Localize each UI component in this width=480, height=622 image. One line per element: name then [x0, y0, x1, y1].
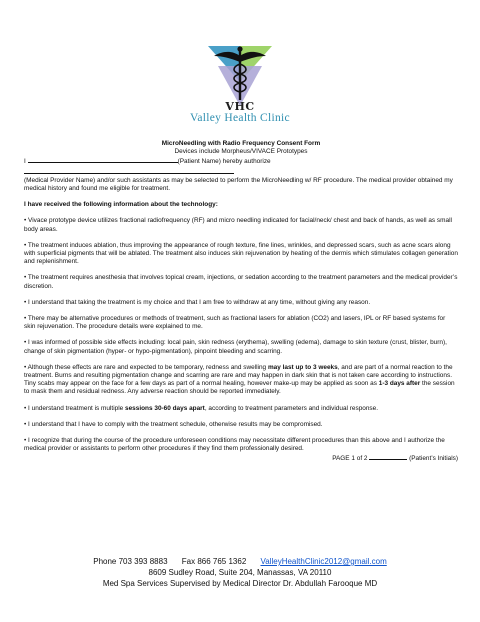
page-number: PAGE 1 of 2 — [332, 455, 368, 463]
patient-name-field[interactable] — [28, 156, 178, 163]
bullet-recovery-text-b: , and are part of a normal reaction to the treatment. Burns and resulting pigmentation change and scarring are rare and may happen in dark skin that is not taken care according to instructions. Tiny scabs may appear on the face for a few days as part of a normal healing, however make-up may be applied as soon as — [24, 363, 453, 388]
bullet-sessions-text-a: • I understand treatment is multiple — [24, 404, 126, 412]
bullet-sessions-text-b: , according to treatment parameters and individual response. — [204, 404, 379, 412]
bullet-ablation: • The treatment induces ablation, thus improving the appearance of rough texture, fine lines, wrinkles, and depressed scars, such as acne scars along with superficial pigments that will be ablated. The treatment also induces skin rejuvenation by heating of the dermis which stimulates collagen generation and replenishment. — [24, 241, 458, 266]
caduceus-triangle-logo-icon — [206, 42, 274, 108]
bullet-alternatives: • There may be alternative procedures or methods of treatment, such as fractional lasers for ablation (CO2) and lasers, IPL or RF based systems for skin rejuvenation. The procedure details were explained to me. — [24, 315, 446, 331]
bullet-recovery-text-c: the session to mask them and residual redness. Any adverse reaction should be reported immediately. — [24, 380, 455, 396]
clinic-name: Valley Health Clinic — [190, 112, 290, 124]
bullet-withdraw: • I understand that taking the treatment is my choice and that I am free to withdraw at any time, without giving any reason. — [24, 298, 371, 306]
form-title: MicroNeedling with Radio Frequency Consent Form — [161, 140, 321, 147]
bullet-recovery — [24, 364, 458, 397]
footer — [0, 556, 480, 589]
bullet-recovery-emphasis-a: may last up to 3 weeks — [267, 363, 338, 371]
bullet-recovery-emphasis-b: 1-3 days after — [378, 380, 421, 388]
bullet-recovery-text-a: • Although these effects are rare and expected to be temporary, redness and swelling — [24, 363, 268, 371]
footer-phone: Phone 703 393 8883 — [93, 557, 168, 566]
contact-line — [0, 556, 480, 567]
form-body — [24, 140, 458, 464]
initials-label: (Patient’s Initials) — [409, 455, 458, 463]
provider-paragraph: (Medical Provider Name) and/or such assistants as may be selected to perform the MicroNeedling w/ RF procedure. The medical provider obtained my medical history and found me eligible for treatment. — [24, 176, 453, 193]
patient-name-line — [24, 156, 458, 176]
patient-name-label: (Patient Name) hereby authorize — [177, 158, 271, 166]
footer-supervision: Med Spa Services Supervised by Medical Director Dr. Abdullah Farooque MD — [102, 579, 378, 588]
bullet-sessions-emphasis: sessions 30-60 days apart — [125, 404, 205, 412]
provider-name-field[interactable] — [24, 167, 234, 174]
bullet-unforeseen: • I recognize that during the course of the procedure unforeseen conditions may necessitate different procedures than this above and I authorize the medical provider or assistants to perform other procedures if they find them professionally desired. — [24, 437, 445, 453]
footer-address: 8609 Sudley Road, Suite 204, Manassas, VA 20110 — [148, 568, 332, 577]
form-subtitle: Devices include Morpheus/VIVACE Prototypes — [174, 148, 308, 156]
bullet-sessions — [24, 405, 458, 413]
patient-initials-field[interactable] — [369, 453, 407, 460]
bullet-device: • Vivace prototype device utilizes fractional radiofrequency (RF) and micro needling indicated for facial/neck/ chest and back of hands, as well as small body areas. — [24, 217, 452, 233]
footer-fax: Fax 866 765 1362 — [181, 557, 247, 566]
logo-abbreviation: VHC — [225, 100, 255, 113]
page-initials-line — [24, 453, 458, 463]
footer-email-link[interactable]: ValleyHealthClinic2012@gmail.com — [260, 557, 387, 566]
bullet-schedule: • I understand that I have to comply with the treatment schedule, otherwise results may be compromised. — [24, 420, 323, 428]
info-heading: I have received the following information about the technology: — [24, 201, 218, 209]
bullet-side-effects: • I was informed of possible side effects including: local pain, skin redness (erythema), swelling (edema), damage to skin texture (crust, blister, burn), change of skin pigmentation (hyper- or hypo-pigmentation), pinpoint bleeding and scarring. — [24, 339, 447, 355]
bullet-anesthesia: • The treatment requires anesthesia that involves topical cream, injections, or sedation according to the treatment parameters and the medical provider’s discretion. — [24, 274, 458, 290]
intro-pronoun: I — [24, 158, 26, 166]
